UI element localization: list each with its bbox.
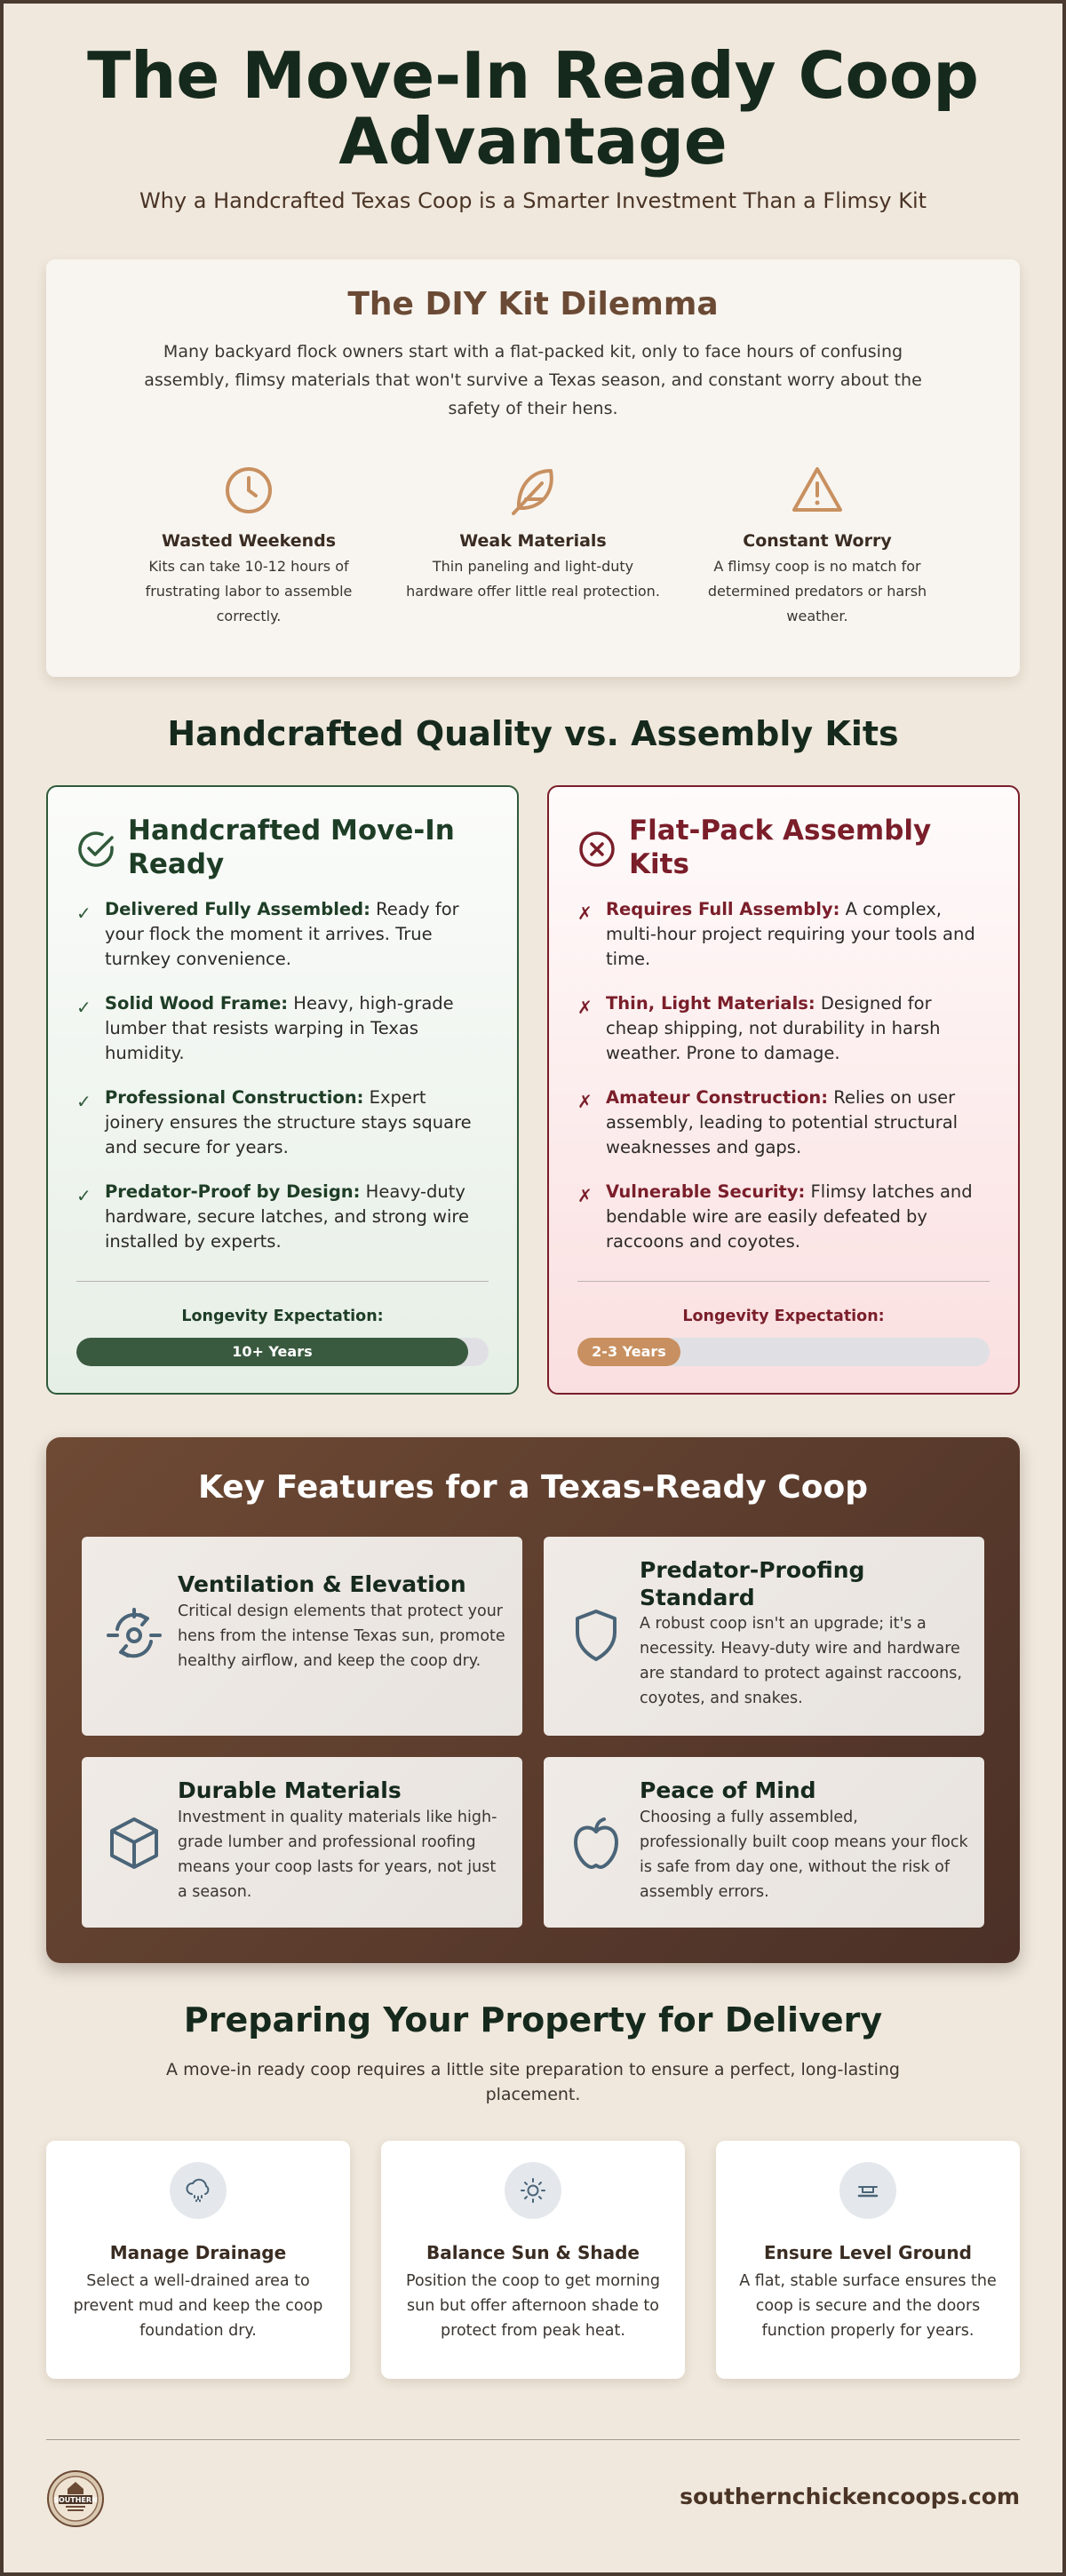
prep-card-title: Balance Sun & Shade bbox=[426, 2242, 640, 2263]
handcrafted-card-title: Handcrafted Move-In Ready bbox=[128, 815, 455, 880]
longevity-bar-fill: 10+ Years bbox=[76, 1338, 468, 1366]
dilemma-item-desc: A flimsy coop is no match for determined predators or harsh weather. bbox=[707, 558, 927, 624]
prep-text: A move-in ready coop requires a little site preparation to ensure a perfect, long-lasting placement. bbox=[166, 2060, 900, 2104]
point-label: Solid Wood Frame: bbox=[105, 993, 289, 1014]
footer-website: southernchickencoops.com bbox=[680, 2484, 1020, 2509]
flatpack-card bbox=[547, 785, 1020, 1395]
dilemma-item-desc: Kits can take 10-12 hours of frustrating labor to assemble correctly. bbox=[145, 558, 353, 624]
point-text: Expert joinery ensures the structure stays square and secure for years. bbox=[105, 1087, 472, 1157]
shield-icon bbox=[567, 1606, 625, 1665]
point-label: Predator-Proof by Design: bbox=[105, 1181, 361, 1202]
longevity-bar bbox=[76, 1338, 489, 1366]
feature-desc: Choosing a fully assembled, professionally built coop means your flock is safe from day one, without the risk of assembly errors. bbox=[640, 1809, 968, 1901]
longevity-label: Longevity Expectation: bbox=[682, 1308, 885, 1325]
level-icon bbox=[854, 2176, 882, 2205]
point-text: Relies on user assembly, leading to potential structural weaknesses and gaps. bbox=[606, 1087, 959, 1157]
point-label: Vulnerable Security: bbox=[606, 1181, 806, 1202]
list-item bbox=[577, 1085, 990, 1160]
dilemma-text: Many backyard flock owners start with a flat-packed kit, only to face hours of confusing assembly, flimsy materials that won't survive a Texas season, and constant worry about the safety of their hens. bbox=[144, 342, 922, 418]
feature-peace-of-mind bbox=[544, 1757, 984, 1928]
feature-predator-proofing bbox=[544, 1537, 984, 1736]
prep-card-level-ground bbox=[716, 2141, 1020, 2379]
dilemma-item-constant-worry bbox=[684, 464, 951, 629]
check-mark-icon: ✓ bbox=[76, 1091, 91, 1112]
x-circle-icon bbox=[577, 830, 617, 869]
dilemma-item-desc: Thin paneling and light-duty hardware offer little real protection. bbox=[406, 558, 660, 600]
prep-card-drainage bbox=[46, 2141, 350, 2379]
divider bbox=[76, 1281, 489, 1282]
features-title: Key Features for a Texas-Ready Coop bbox=[198, 1469, 868, 1506]
sun-icon bbox=[519, 2176, 547, 2205]
dilemma-item-wasted-weekends bbox=[115, 464, 382, 629]
list-item bbox=[76, 991, 489, 1066]
title-line-1: The Move-In Ready Coop bbox=[87, 38, 979, 113]
longevity-label: Longevity Expectation: bbox=[181, 1308, 384, 1325]
page-title bbox=[0, 38, 1066, 179]
prep-card-desc: A flat, stable surface ensures the coop is secure and the doors function properly for years. bbox=[739, 2272, 997, 2340]
feature-title: Ventilation & Elevation bbox=[178, 1571, 466, 1597]
cross-mark-icon: ✗ bbox=[577, 902, 593, 924]
point-label: Requires Full Assembly: bbox=[606, 899, 840, 919]
feature-desc: A robust coop isn't an upgrade; it's a necessity. Heavy-duty wire and hardware are standard to protect against raccoons, coyotes, and snakes. bbox=[640, 1615, 962, 1707]
ventilation-icon bbox=[105, 1606, 163, 1665]
company-logo bbox=[46, 2469, 105, 2528]
warning-icon bbox=[791, 464, 844, 517]
feature-title: Peace of Mind bbox=[640, 1777, 816, 1803]
point-text: Ready for your flock the moment it arrives. True turnkey convenience. bbox=[105, 899, 459, 969]
feature-desc: Critical design elements that protect your hens from the intense Texas sun, promote healthy airflow, and keep the coop dry. bbox=[178, 1602, 505, 1670]
check-mark-icon: ✓ bbox=[76, 1185, 91, 1206]
point-text: Flimsy latches and bendable wire are easily defeated by raccoons and coyotes. bbox=[606, 1181, 973, 1252]
prep-card-desc: Position the coop to get morning sun but offer afternoon shade to protect from peak heat. bbox=[406, 2272, 660, 2340]
flatpack-card-title: Flat-Pack Assembly Kits bbox=[629, 815, 932, 880]
dilemma-item-title: Weak Materials bbox=[459, 531, 607, 551]
list-item bbox=[577, 897, 990, 972]
title-line-2: Advantage bbox=[338, 104, 728, 179]
point-text: Heavy, high-grade lumber that resists warping in Texas humidity. bbox=[105, 993, 454, 1063]
page-subtitle: Why a Handcrafted Texas Coop is a Smarter Investment Than a Flimsy Kit bbox=[139, 188, 927, 213]
check-circle-icon bbox=[76, 830, 115, 869]
list-item bbox=[577, 991, 990, 1066]
feature-durable-materials bbox=[82, 1757, 522, 1928]
box-icon bbox=[105, 1814, 163, 1872]
clock-icon bbox=[222, 464, 275, 517]
cross-mark-icon: ✗ bbox=[577, 1091, 593, 1112]
prep-card-sun-shade bbox=[381, 2141, 685, 2379]
cross-mark-icon: ✗ bbox=[577, 1185, 593, 1206]
list-item bbox=[577, 1180, 990, 1254]
logo-text: SOUTHERN bbox=[53, 2496, 98, 2504]
point-text: Designed for cheap shipping, not durability in harsh weather. Prone to damage. bbox=[606, 993, 941, 1063]
prep-title: Preparing Your Property for Delivery bbox=[183, 2000, 883, 2039]
prep-icon-circle bbox=[839, 2162, 896, 2219]
features-panel bbox=[46, 1437, 1020, 1963]
handcrafted-points bbox=[76, 897, 489, 1254]
rain-cloud-icon bbox=[184, 2176, 212, 2205]
feature-ventilation bbox=[82, 1537, 522, 1736]
list-item bbox=[76, 1180, 489, 1254]
handcrafted-card bbox=[46, 785, 519, 1395]
dilemma-item-title: Constant Worry bbox=[743, 531, 892, 551]
dilemma-card bbox=[46, 259, 1020, 677]
check-mark-icon: ✓ bbox=[76, 997, 91, 1018]
handcrafted-card-header bbox=[76, 814, 489, 885]
footer-divider bbox=[46, 2439, 1020, 2440]
feature-desc: Investment in quality materials like high-grade lumber and professional roofing means your coop lasts for years, not just a season. bbox=[178, 1809, 497, 1901]
prep-card-desc: Select a well-drained area to prevent mud and keep the coop foundation dry. bbox=[73, 2272, 323, 2340]
point-text: Heavy-duty hardware, secure latches, and strong wire installed by experts. bbox=[105, 1181, 470, 1252]
longevity-bar-fill: 2-3 Years bbox=[577, 1338, 680, 1366]
prep-icon-circle bbox=[170, 2162, 227, 2219]
point-label: Delivered Fully Assembled: bbox=[105, 899, 370, 919]
compare-title: Handcrafted Quality vs. Assembly Kits bbox=[167, 714, 899, 753]
feature-title: Predator-Proofing Standard bbox=[640, 1557, 865, 1610]
flatpack-card-header bbox=[577, 814, 990, 885]
point-label: Professional Construction: bbox=[105, 1087, 364, 1108]
feather-icon bbox=[506, 464, 560, 517]
divider bbox=[577, 1281, 990, 1282]
dilemma-item-weak-materials bbox=[400, 464, 666, 604]
dilemma-item-title: Wasted Weekends bbox=[161, 531, 337, 551]
point-label: Amateur Construction: bbox=[606, 1087, 829, 1108]
apple-icon bbox=[567, 1814, 625, 1872]
feature-title: Durable Materials bbox=[178, 1777, 402, 1803]
point-text: A complex, multi-hour project requiring your tools and time. bbox=[606, 899, 975, 969]
list-item bbox=[76, 897, 489, 972]
cross-mark-icon: ✗ bbox=[577, 997, 593, 1018]
check-mark-icon: ✓ bbox=[76, 902, 91, 924]
longevity-bar bbox=[577, 1338, 990, 1366]
prep-icon-circle bbox=[505, 2162, 561, 2219]
dilemma-title: The DIY Kit Dilemma bbox=[347, 286, 719, 322]
flatpack-points bbox=[577, 897, 990, 1254]
point-label: Thin, Light Materials: bbox=[606, 993, 815, 1014]
list-item bbox=[76, 1085, 489, 1160]
prep-card-title: Manage Drainage bbox=[109, 2242, 287, 2263]
prep-card-title: Ensure Level Ground bbox=[764, 2242, 972, 2263]
